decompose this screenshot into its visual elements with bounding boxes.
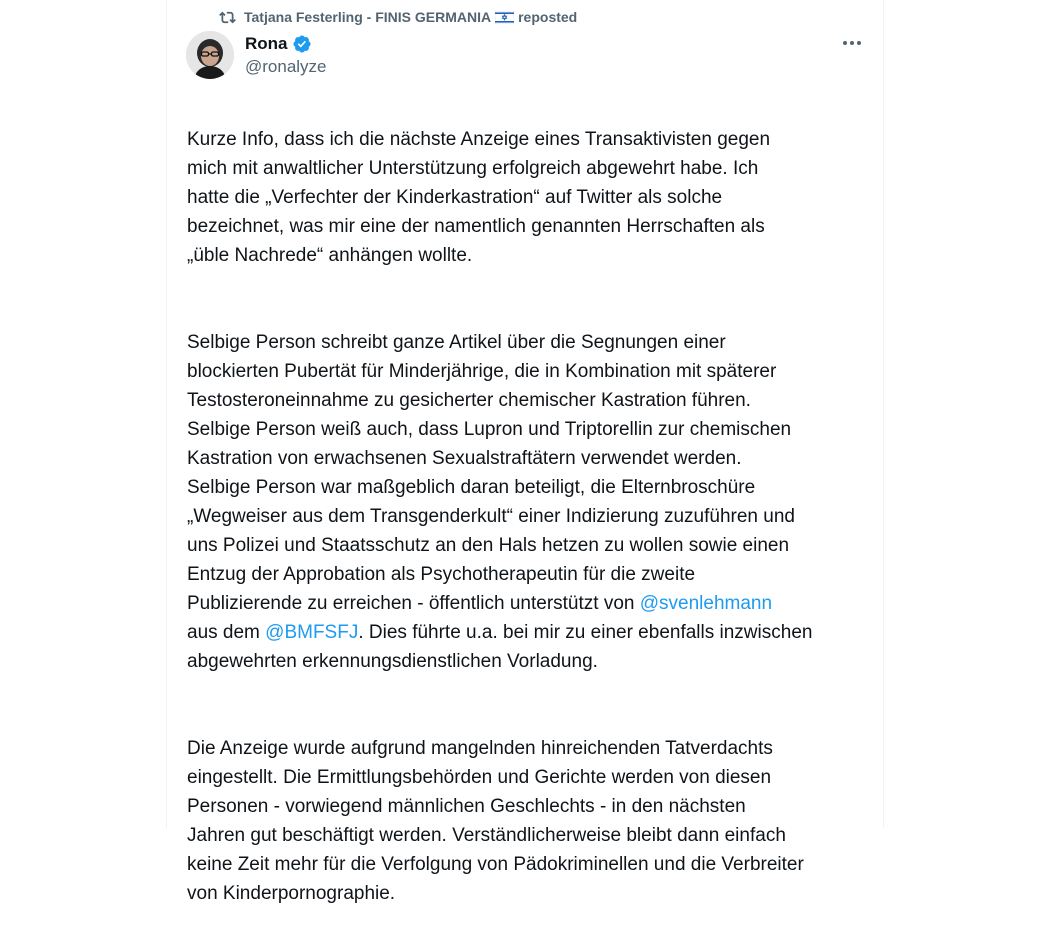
israel-flag-icon (495, 11, 514, 24)
author-block (245, 33, 327, 77)
repost-icon (219, 9, 236, 26)
repost-indicator[interactable] (219, 6, 577, 28)
avatar-image (186, 31, 234, 79)
more-options-button[interactable] (839, 32, 865, 54)
tweet-paragraph-3: Die Anzeige wurde aufgrund mangelnden hinreichenden Tatverdachts eingestellt. Die Ermittlungsbehörden und Gerichte werden von diesen Personen - vorwiegend männlichen Geschlechts - in den nächsten Jahren gut beschäftigt werden. Verständlicherweise bleibt dann einfach keine Zeit mehr für die Verfolgung von Pädokriminellen und die Verbreiter von Kinderpornographie. (187, 738, 804, 904)
tweet-paragraph-2-part-b: aus dem (187, 622, 260, 643)
mention-bmfsfj[interactable]: @BMFSFJ (265, 622, 359, 643)
reposter-name[interactable]: Tatjana Festerling - FINIS GERMANIA (244, 9, 492, 25)
tweet-paragraph-1: Kurze Info, dass ich die nächste Anzeige eines Transaktivisten gegen mich mit anwaltlicher Unterstützung erfolgreich abgewehrt habe. Ich hatte die „Verfechter der Kinderkastration“ auf Twitter als solche bezeichnet, was mir eine der namentlich genannten Herrschaften als „üble Nachrede“ anhängen wollte. (187, 129, 771, 266)
tweet-paragraph-2-part-c: . Dies führte u.a. bei mir zu einer ebenfalls inzwischen abgewehrten erkennungsdienstlichen Vorladung. (187, 622, 813, 672)
reposted-label: reposted (518, 9, 578, 25)
avatar[interactable] (186, 31, 234, 79)
mention-svenlehmann[interactable]: @svenlehmann (639, 593, 773, 614)
tweet-paragraph-2-part-a: Selbige Person schreibt ganze Artikel über die Segnungen einer blockierten Pubertät für Minderjährige, die in Kombination mit späterer Testosteroneinnahme zu gesicherter chemischer Kastration führen. Selbige Person weiß auch, dass Lupron und Triptorellin zur chemischen Kastration von erwachsenen Sexualstraftätern verwendet werden. Selbige Person war maßgeblich daran beteiligt, die Elternbroschüre „Wegweiser aus dem Transgenderkult“ einer Indizierung zuzuführen und uns Polizei und Staatsschutz an den Hals hetzen zu wollen sowie einen Entzug der Approbation als Psychotherapeutin für die zweite Publizierende zu erreichen - öffentlich unterstützt von (187, 332, 795, 614)
author-name[interactable]: Rona (245, 34, 288, 53)
tweet-column (166, 0, 884, 904)
author-handle[interactable]: @ronalyze (245, 57, 327, 76)
tweet-text (187, 96, 871, 937)
verified-badge-icon[interactable] (292, 34, 312, 54)
tweet-paragraph-2 (187, 328, 871, 676)
more-horizontal-icon (842, 40, 862, 46)
